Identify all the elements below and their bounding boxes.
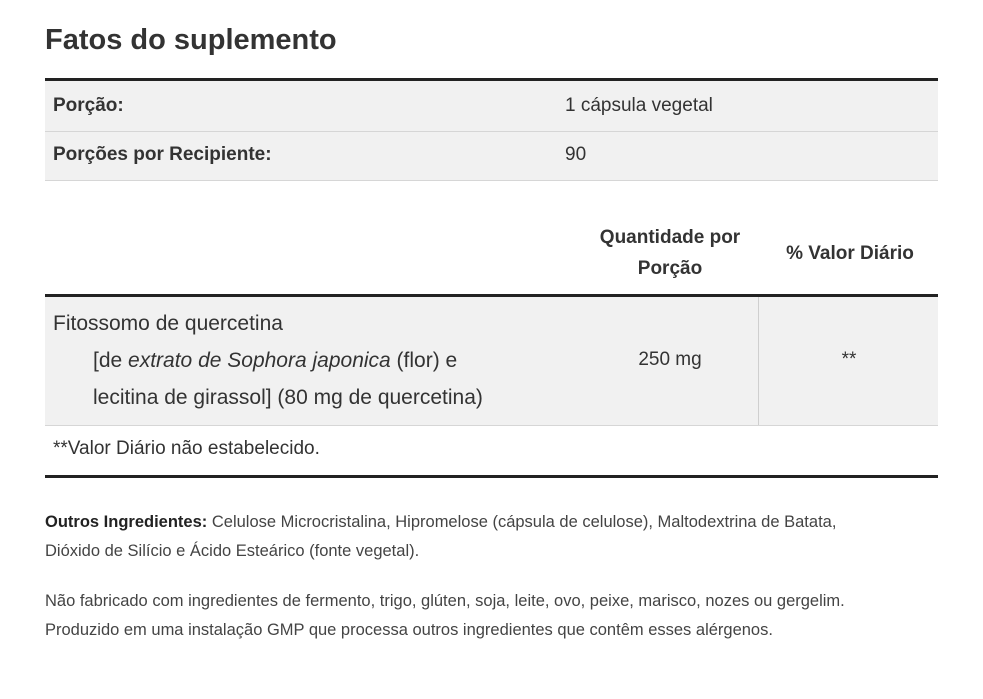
serving-label: Porção:: [53, 95, 124, 116]
amount-per-serving-header: [580, 222, 760, 284]
other-ingredients: [45, 508, 895, 565]
servings-per-container-label: Porções por Recipiente:: [53, 144, 272, 165]
bottom-rule: [45, 475, 938, 478]
detail-italic: extrato de Sophora japonica: [128, 349, 391, 372]
other-ingredients-label: Outros Ingredientes:: [45, 513, 208, 531]
ingredient-description: [53, 305, 573, 416]
servings-per-container-value: 90: [565, 144, 587, 165]
page-title: Fatos do suplemento: [45, 24, 337, 56]
ingredient-name: Fitossomo de quercetina: [53, 312, 283, 335]
row-divider: [45, 425, 938, 426]
footnote: **Valor Diário não estabelecido.: [53, 438, 320, 459]
detail-rest: (flor) e: [390, 349, 458, 372]
amount-header-line1: Quantidade por: [599, 227, 741, 248]
daily-value-header: % Valor Diário: [786, 243, 914, 264]
serving-row: [45, 81, 938, 131]
amount-header-line2: Porção: [637, 258, 703, 279]
ingredient-daily-value: **: [841, 349, 857, 370]
serving-value: 1 cápsula vegetal: [565, 95, 713, 116]
allergen-statement: Não fabricado com ingredientes de fermento, trigo, glúten, soja, leite, ovo, peixe, marisco, nozes ou gergelim. Produzido em uma instalação GMP que processa outros ingredientes que contêm esses alérgenos.: [45, 592, 845, 639]
other-ingredients-text: Celulose Microcristalina, Hipromelose (cápsula de celulose), Maltodextrina de Batata, Dióxido de Silício e Ácido Esteárico (fonte vegetal).: [45, 513, 837, 560]
row-divider: [45, 180, 938, 181]
ingredient-detail-line1: [53, 342, 573, 379]
detail-open: [de: [93, 349, 129, 372]
ingredient-detail-line2: lecitina de girassol] (80 mg de quercetina): [93, 386, 483, 409]
ingredient-amount: 250 mg: [638, 349, 702, 370]
